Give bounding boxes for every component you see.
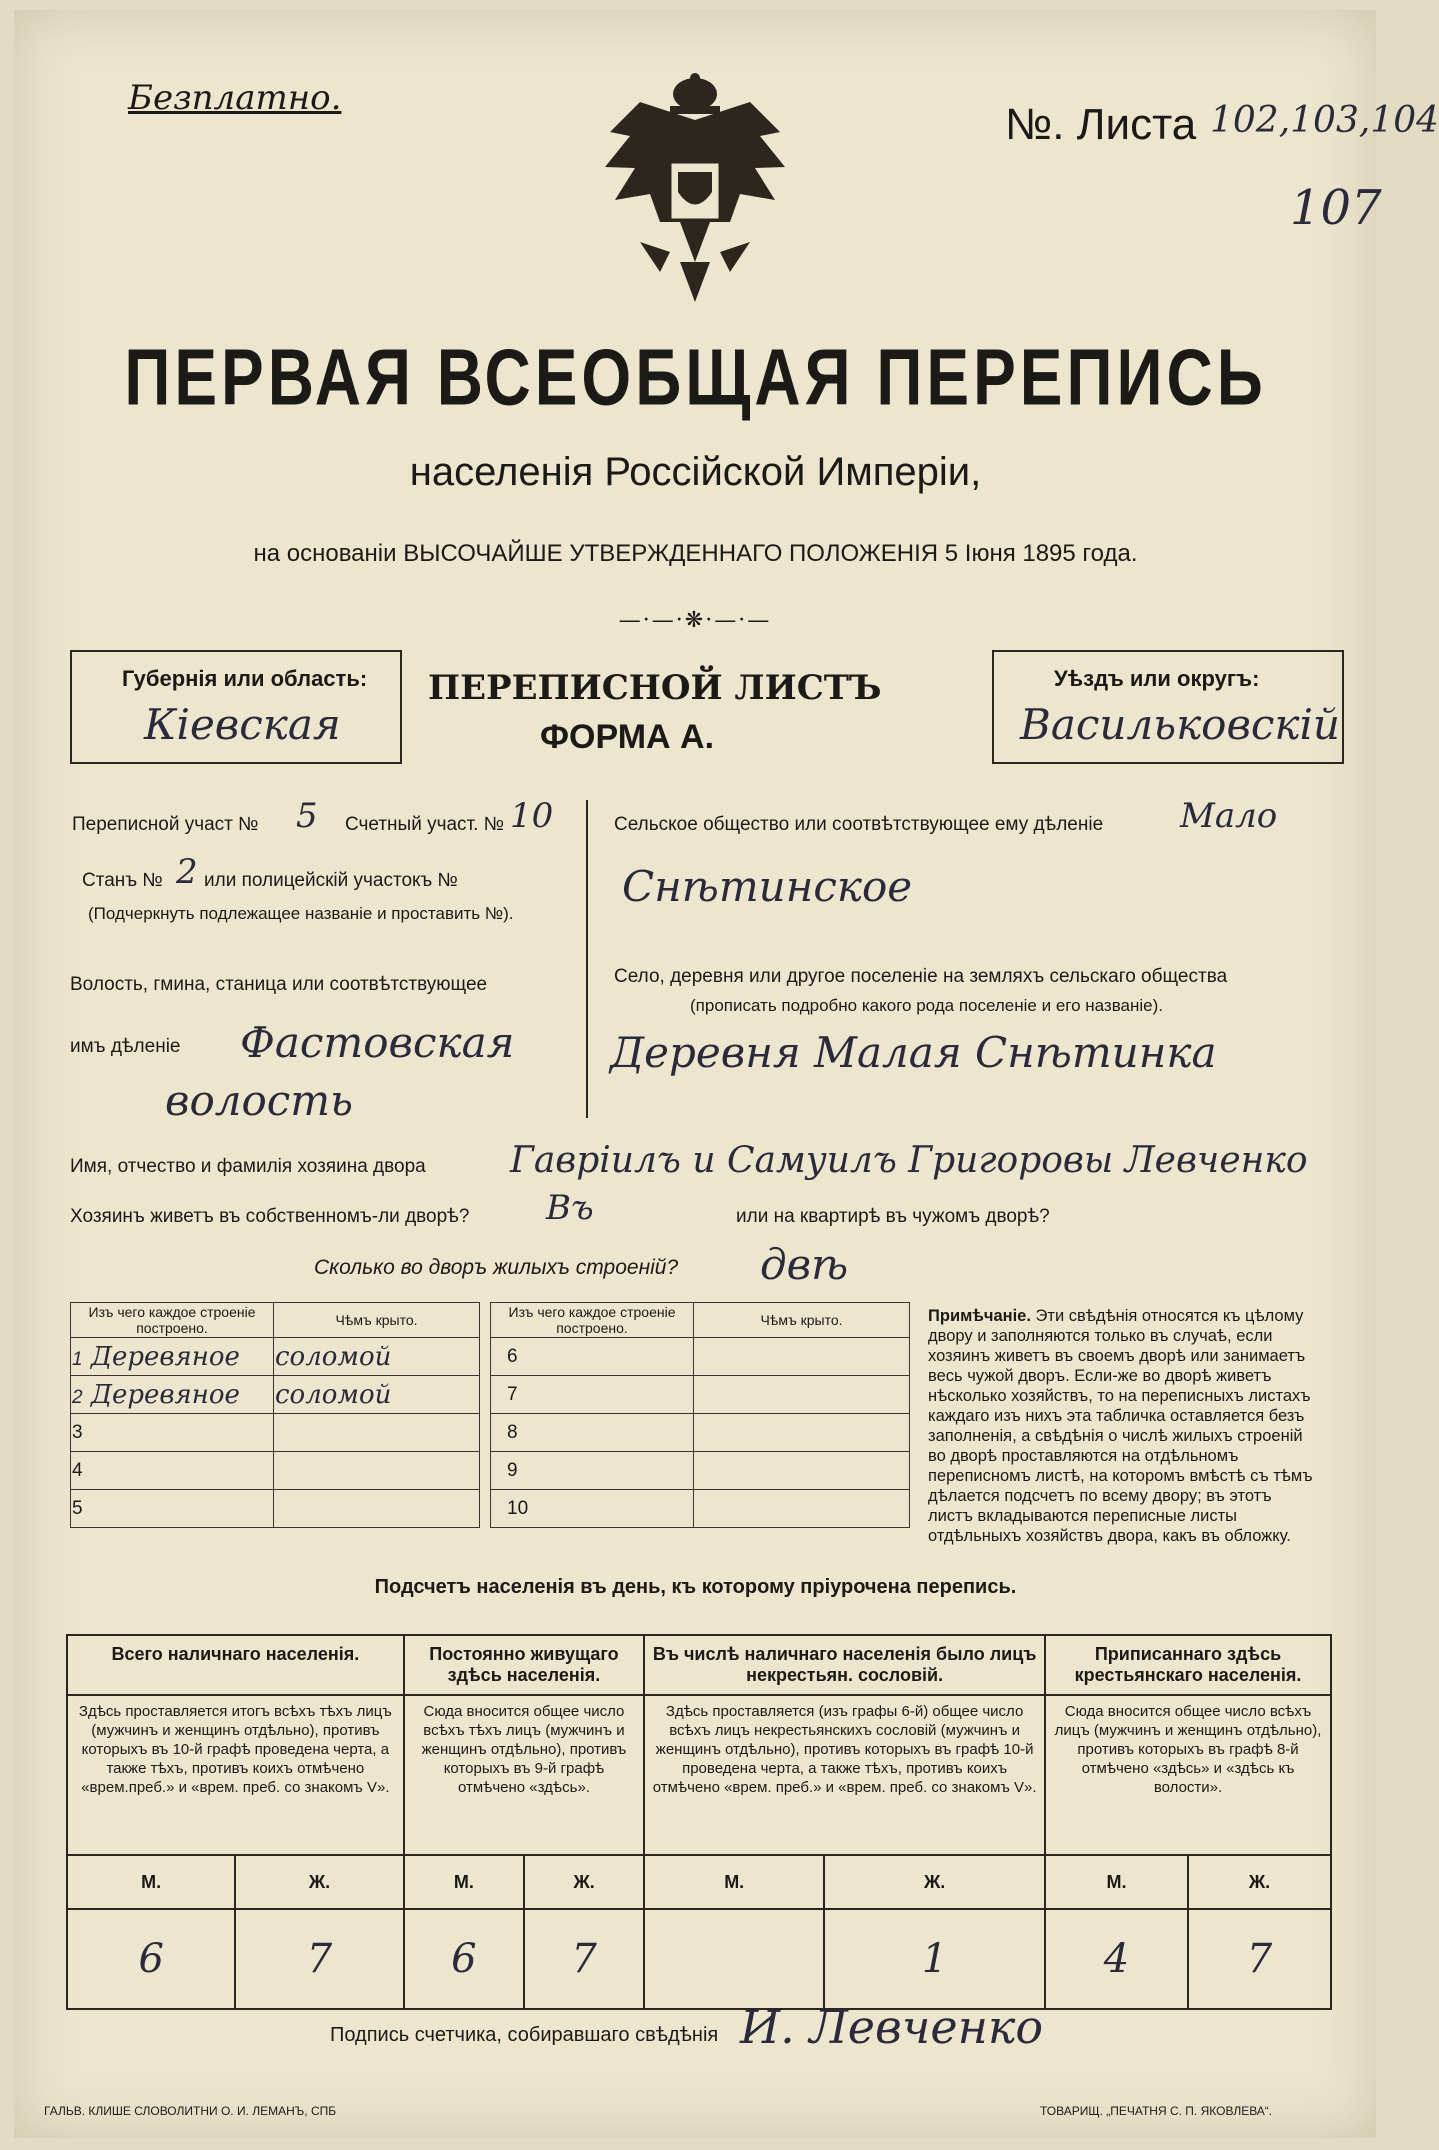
district-value: Васильковскій <box>1020 700 1340 749</box>
province-value: Кіевская <box>144 700 341 749</box>
province-label: Губернія или область: <box>122 666 368 691</box>
summary-desc-4: Сюда вносится общее число всѣхъ лицъ (мужчинъ и женщинъ отдѣльно), противъ которыхъ въ графѣ 8-й отмѣчено «здѣсь» и «здѣсь къ волости». <box>1045 1695 1331 1855</box>
owner-name-value: Гавріилъ и Самуилъ Григоровы Левченко <box>510 1140 1308 1181</box>
buildings-table-left <box>70 1302 480 1528</box>
village-note: (прописать подробно какого рода поселеніе и его названіе). <box>690 996 1164 1015</box>
village-value: Деревня Малая Снѣтинка <box>610 1028 1217 1077</box>
society-value-2: Снѣтинское <box>622 862 913 911</box>
volost-label-2: имъ дѣленіе <box>70 1036 181 1057</box>
free-label: Безплатно. <box>128 78 342 118</box>
summary-head-4: Приписаннаго здѣсь крестьянскаго населенія. <box>1045 1635 1331 1695</box>
buildings-value: двѣ <box>760 1240 849 1289</box>
total-male-value: 6 <box>67 1909 235 2009</box>
buildings-table-right <box>490 1302 910 1528</box>
f-label: Ж. <box>824 1855 1045 1909</box>
f-label: Ж. <box>524 1855 644 1909</box>
permanent-male-value: 6 <box>404 1909 524 2009</box>
summary-head-3: Въ числѣ наличнаго населенія было лицъ некрестьян. сословій. <box>644 1635 1045 1695</box>
table-row: 9 <box>491 1452 910 1490</box>
section-divider <box>586 800 588 1118</box>
signature-label: Подпись счетчика, собиравшаго свѣдѣнія <box>330 2024 719 2046</box>
table-row: 7 <box>491 1376 910 1414</box>
district-box <box>992 650 1344 764</box>
ornament-divider: —·—·❋·—·— <box>618 608 772 633</box>
count-section-label: Счетный участ. № <box>345 814 505 835</box>
summary-desc-3: Здѣсь проставляется (изъ графы 6-й) общее число всѣхъ лицъ некрестьянскихъ сословій (мужчинъ и женщинъ отдѣльно), противъ которыхъ въ графѣ 10-й проведена черта, а также тѣхъ, противъ коихъ отмѣчено «врем. преб.» и «врем. преб. со знакомъ V». <box>644 1695 1045 1855</box>
summary-desc-2: Сюда вносится общее число всѣхъ тѣхъ лицъ (мужчинъ и женщинъ отдѣльно), противъ которыхъ въ 9-й графѣ отмѣчено «здѣсь». <box>404 1695 645 1855</box>
form-subtitle: ФОРМА А. <box>540 718 715 756</box>
f-label: Ж. <box>235 1855 403 1909</box>
coat-of-arms-icon <box>600 72 790 308</box>
col-roof-header-2: Чѣмъ крыто. <box>694 1303 910 1338</box>
table-row: 2 Деревяное соломой <box>71 1376 480 1414</box>
census-title: ПЕРВАЯ ВСЕОБЩАЯ ПЕРЕПИСЬ <box>124 332 1267 422</box>
m-label: М. <box>644 1855 824 1909</box>
summary-desc-1: Здѣсь проставляется итогъ всѣхъ тѣхъ лицъ (мужчинъ и женщинъ отдѣльно), противъ которыхъ въ 10-й графѣ проведена черта, а также тѣхъ, противъ коихъ отмѣчено «врем.преб.» и «врем. преб. со знакомъ V». <box>67 1695 404 1855</box>
buildings-label: Сколько во дворъ жилыхъ строеній? <box>314 1256 679 1279</box>
total-female-value: 7 <box>235 1909 403 2009</box>
non-peasant-female-value: 1 <box>824 1909 1045 2009</box>
census-section-label: Переписной участ № <box>72 814 259 835</box>
col-material-header-2: Изъ чего каждое строеніе построено. <box>491 1303 694 1338</box>
count-section-value: 10 <box>510 796 554 836</box>
non-peasant-male-value <box>644 1909 824 2009</box>
table-row: 3 <box>71 1414 480 1452</box>
col-material-header: Изъ чего каждое строеніе построено. <box>71 1303 274 1338</box>
census-section-value: 5 <box>296 796 318 836</box>
village-label: Село, деревня или другое поселеніе на земляхъ сельскаго общества <box>614 966 1228 987</box>
table-row: 8 <box>491 1414 910 1452</box>
volost-value-2: волость <box>165 1076 353 1125</box>
note-block <box>928 1306 1318 1546</box>
table-row: 1 Деревяное соломой <box>71 1338 480 1376</box>
table-row: 10 <box>491 1490 910 1528</box>
volost-value-1: Фастовская <box>240 1018 515 1067</box>
col-roof-header: Чѣмъ крыто. <box>274 1303 480 1338</box>
sheet-numbers: 102,103,104 <box>1210 100 1439 141</box>
sheet-number-extra: 107 <box>1290 180 1382 236</box>
summary-title: Подсчетъ населенія въ день, къ которому пріурочена перепись. <box>374 1576 1017 1598</box>
summary-head-1: Всего наличнаго населенія. <box>67 1635 404 1695</box>
f-label: Ж. <box>1188 1855 1331 1909</box>
own-yard-value: Въ <box>546 1188 594 1228</box>
permanent-female-value: 7 <box>524 1909 644 2009</box>
m-label: М. <box>404 1855 524 1909</box>
society-value-1: Мало <box>1180 796 1278 836</box>
table-row: 5 <box>71 1490 480 1528</box>
district-label: Уѣздъ или округъ: <box>1054 666 1260 691</box>
form-title: ПЕРЕПИСНОЙ ЛИСТЪ <box>428 668 882 708</box>
census-subtitle: населенія Россійской Имперіи, <box>409 450 982 494</box>
registered-male-value: 4 <box>1045 1909 1188 2009</box>
stan-note: (Подчеркнуть подлежащее названіе и проставить №). <box>88 904 514 923</box>
sheet-number-label: №. Листа <box>1005 100 1197 149</box>
police-label: или полицейскій участокъ № <box>204 870 458 891</box>
printer-left: ГАЛЬВ. КЛИШЕ СЛОВОЛИТНИ О. И. ЛЕМАНЪ, СПБ <box>44 2104 337 2118</box>
stan-label: Станъ № <box>82 870 163 891</box>
summary-table <box>66 1634 1332 2010</box>
m-label: М. <box>67 1855 235 1909</box>
registered-female-value: 7 <box>1188 1909 1331 2009</box>
own-yard-label: Хозяинъ живетъ въ собственномъ-ли дворѣ? <box>70 1206 470 1227</box>
table-row: 4 <box>71 1452 480 1490</box>
society-label: Сельское общество или соотвѣтствующее ему дѣленіе <box>614 814 1104 835</box>
m-label: М. <box>1045 1855 1188 1909</box>
rented-label: или на квартирѣ въ чужомъ дворѣ? <box>736 1206 1050 1227</box>
owner-name-label: Имя, отчество и фамилія хозяина двора <box>70 1156 426 1177</box>
note-text: Эти свѣдѣнія относятся къ цѣлому двору и заполняются только въ случаѣ, если хозяинъ живетъ въ своемъ дворѣ или занимаетъ весь чужой дворъ. Если-же во дворѣ живетъ нѣсколько хозяйствъ, то на переписныхъ листахъ каждаго изъ нихъ эта табличка оставляется безъ заполненія, а свѣдѣнія о числѣ жилыхъ строеній во дворѣ проставляются на отдѣльномъ переписномъ листѣ, на которомъ вмѣстѣ съ тѣмъ дѣлается подсчетъ по всему двору; въ этотъ листъ вкладываются переписные листы отдѣльныхъ хозяйствъ двора, какъ въ обложку. <box>928 1307 1313 1545</box>
province-box <box>70 650 402 764</box>
table-row: 6 <box>491 1338 910 1376</box>
signature-value: И. Левченко <box>740 2000 1044 2054</box>
volost-label-1: Волость, гмина, станица или соотвѣтствующее <box>70 974 488 995</box>
summary-head-2: Постоянно живущаго здѣсь населенія. <box>404 1635 645 1695</box>
note-title: Примѣчаніе. <box>928 1307 1031 1325</box>
census-basis: на основаніи ВЫСОЧАЙШЕ УТВЕРЖДЕННАГО ПОЛОЖЕНІЯ 5 Іюня 1895 года. <box>253 540 1138 567</box>
stan-value: 2 <box>176 852 198 892</box>
printer-right: ТОВАРИЩ. „ПЕЧАТНЯ С. П. ЯКОВЛЕВА“. <box>1040 2104 1273 2118</box>
